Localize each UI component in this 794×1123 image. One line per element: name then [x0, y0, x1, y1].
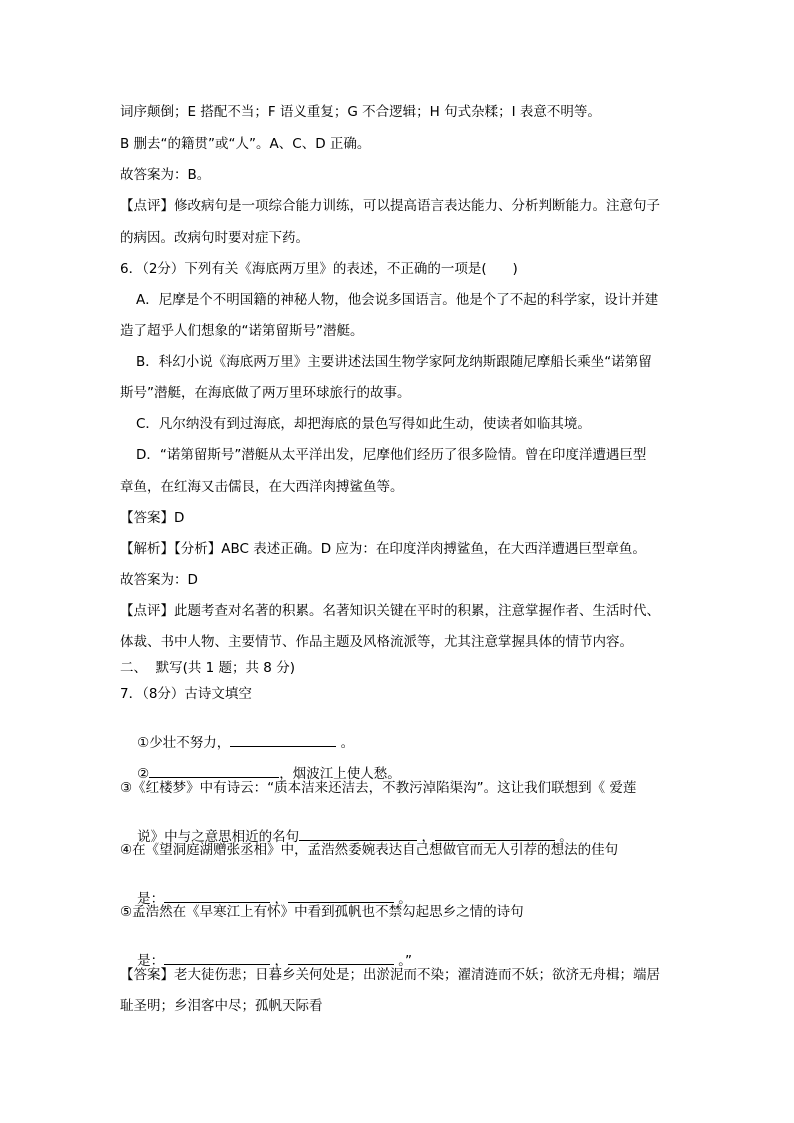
text-line: 体裁、书中人物、主要情节、作品主题及风格流派等，尤其注意掌握具体的情节内容。 [120, 634, 633, 650]
text-line: 斯号”潜艇，在海底做了两万里环球旅行的故事。 [120, 385, 411, 401]
answer-blank[interactable] [288, 951, 394, 965]
fill-item-2: ② ，烟波江上使人愁。 [137, 766, 401, 782]
answer-line: 【答案】老大徒伤悲；日暮乡关何处是；出淤泥而不染；濯清涟而不妖；欲济无舟楫；端居 [120, 967, 660, 983]
fill-item-4: ④在《望洞庭湖赠张丞相》中，孟浩然委婉表达自己想做官而无人引荐的想法的佳句 [120, 842, 619, 858]
answer-blank[interactable] [288, 889, 394, 903]
answer-blank[interactable] [230, 733, 336, 747]
text-line: 耻圣明；乡泪客中尽；孤帆天际看 [120, 998, 323, 1014]
text-line: 词序颠倒；E 搭配不当；F 语义重复；G 不合逻辑；H 句式杂糅；I 表意不明等。 [120, 104, 601, 120]
question-6-title: 6．（2分）下列有关《海底两万里》的表述，不正确的一项是( ) [120, 261, 518, 277]
option-c: C．凡尔纳没有到过海底，却把海底的景色写得如此生动，使读者如临其境。 [136, 416, 591, 432]
option-b: B．科幻小说《海底两万里》主要讲述法国生物学家阿龙纳斯跟随尼摩船长乘坐“诺第留 [136, 354, 652, 370]
question-7-title: 7．（8分）古诗文填空 [120, 686, 252, 702]
answer-blank[interactable] [164, 951, 270, 965]
fill-item-3-cont: 说》中与之意思相近的名句 ， 。 [137, 829, 573, 845]
answer-blank[interactable] [149, 764, 279, 778]
comment-line: 【点评】此题考查对名著的积累。名著知识关键在平时的积累，注意掌握作者、生活时代、 [120, 603, 660, 619]
answer-blank[interactable] [164, 889, 270, 903]
option-d: D．“诺第留斯号”潜艇从太平洋出发，尼摩他们经历了很多险情。曾在印度洋遭遇巨型 [136, 447, 647, 463]
text-line: 故答案为：D [120, 572, 198, 588]
text-line: 章鱼，在红海又击儒艮，在大西洋肉搏鲨鱼等。 [120, 479, 404, 495]
text-line: 【点评】修改病句是一项综合能力训练，可以提高语言表达能力、分析判断能力。注意句子 [120, 198, 660, 214]
answer-blank[interactable] [299, 827, 417, 841]
text-line: 造了超乎人们想象的“诺第留斯号”潜艇。 [120, 323, 364, 339]
answer-label: 【答案】D [120, 510, 185, 526]
text-line: B 删去“的籍贯”或“人”。A、C、D 正确。 [120, 136, 371, 152]
text-line: 的病因。改病句时要对症下药。 [120, 230, 309, 246]
text-line: 故答案为：B。 [120, 167, 211, 183]
fill-item-5: ⑤孟浩然在《早寒江上有怀》中看到孤帆也不禁勾起思乡之情的诗句 [120, 904, 524, 920]
section-heading: 二、 默写(共 1 题；共 8 分) [120, 660, 295, 676]
fill-item-1: ①少壮不努力， 。 [137, 735, 355, 751]
fill-item-5-cont: 是： ， 。” [137, 953, 413, 969]
option-a: A．尼摩是个不明国籍的神秘人物，他会说多国语言。他是个了不起的科学家，设计并建 [136, 292, 659, 308]
answer-blank[interactable] [435, 827, 555, 841]
analysis-line: 【解析】【分析】ABC 表述正确。D 应为：在印度洋肉搏鲨鱼，在大西洋遭遇巨型章鱼。 [120, 541, 646, 557]
fill-item-3: ③《红楼梦》中有诗云：“质本洁来还洁去，不教污淖陷渠沟”。这让我们联想到《 爱莲 [120, 780, 637, 796]
fill-item-4-cont: 是： ， 。 [137, 891, 412, 907]
